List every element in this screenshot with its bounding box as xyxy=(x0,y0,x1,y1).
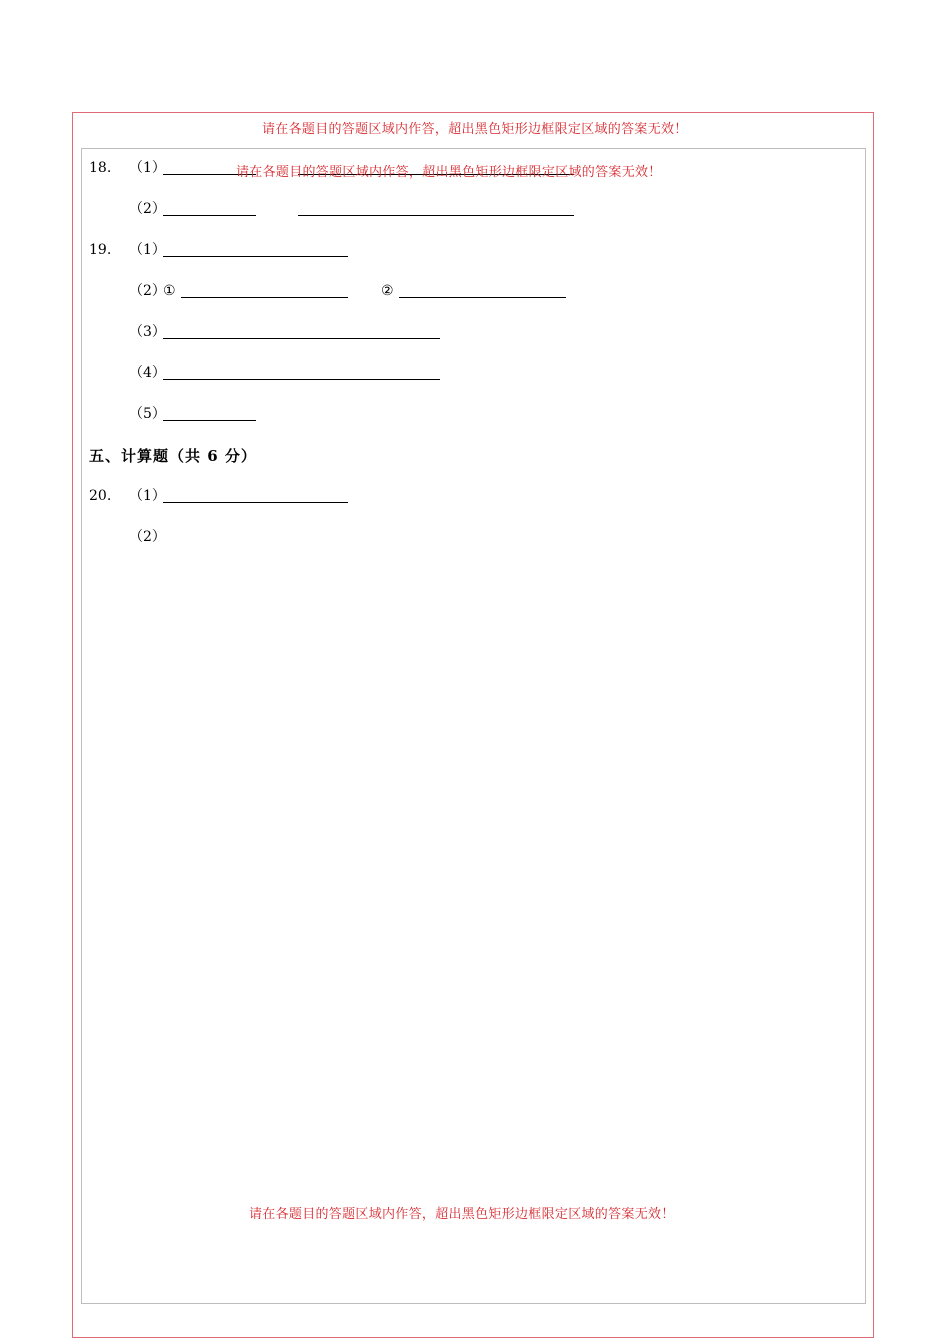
q19-part3-blank[interactable] xyxy=(163,338,440,339)
q18-part2-blank-a[interactable] xyxy=(163,215,256,216)
q18-part1-label: （1） xyxy=(129,160,166,176)
q20-part1-label: （1） xyxy=(129,488,166,504)
q19-part2-blank-1[interactable] xyxy=(181,297,348,298)
q18-part2-label: （2） xyxy=(129,201,166,217)
top-warning: 请在各题目的答题区域内作答，超出黑色矩形边框限定区域的答案无效！ xyxy=(262,122,688,137)
q19-part1-label: （1） xyxy=(129,242,166,258)
q18-number: 18. xyxy=(89,160,112,176)
q19-part2-sub1: ① xyxy=(163,283,176,299)
q20-part1-blank[interactable] xyxy=(163,502,348,503)
q20-part2-answer-area[interactable] xyxy=(129,552,849,1192)
bottom-warning: 请在各题目的答题区域内作答，超出黑色矩形边框限定区域的答案无效！ xyxy=(249,1207,675,1222)
q19-part4-blank[interactable] xyxy=(163,379,440,380)
q19-part5-label: （5） xyxy=(129,406,166,422)
q19-part2-sub2: ② xyxy=(381,283,394,299)
section5-title: 五、计算题（共 6 分） xyxy=(89,447,257,465)
q19-part4-label: （4） xyxy=(129,365,166,381)
overlay-warning: 请在各题目的答题区域内作答，超出黑色矩形边框限定区域的答案无效！ xyxy=(236,165,662,180)
q19-number: 19. xyxy=(89,242,112,258)
q18-part2-blank-b[interactable] xyxy=(298,215,574,216)
q19-part2-blank-2[interactable] xyxy=(399,297,566,298)
q19-part3-label: （3） xyxy=(129,324,166,340)
q19-part2-label: （2） xyxy=(129,283,166,299)
q19-part1-blank[interactable] xyxy=(163,256,348,257)
q20-number: 20. xyxy=(89,488,112,504)
q20-part2-label: （2） xyxy=(129,529,166,545)
q19-part5-blank[interactable] xyxy=(163,420,256,421)
